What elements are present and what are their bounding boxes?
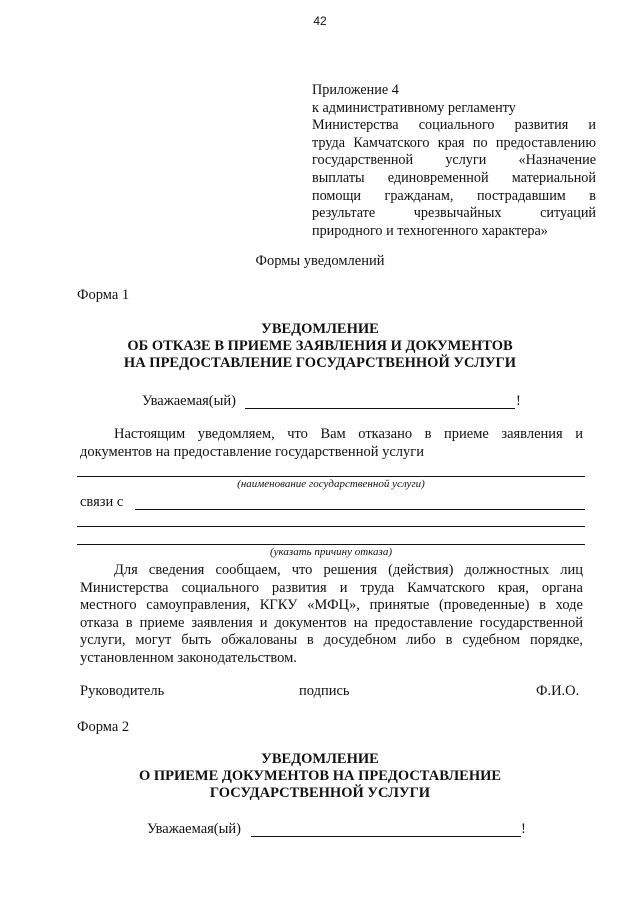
appendix-line: выплаты единовременной материальной <box>312 169 596 186</box>
appendix-line: помощи гражданам, пострадавшим в <box>312 187 596 204</box>
appendix-line: результате чрезвычайных ситуаций <box>312 205 596 222</box>
signature-name: Ф.И.О. <box>536 683 580 699</box>
appendix-line: государственной услуги «Назначение <box>312 152 596 169</box>
form1-greeting-end: ! <box>516 393 521 409</box>
section-title: Формы уведомлений <box>255 253 385 269</box>
form1-title-line: ОБ ОТКАЗЕ В ПРИЕМЕ ЗАЯВЛЕНИЯ И ДОКУМЕНТОВ <box>127 338 513 354</box>
form1-greeting: Уважаемая(ый) <box>142 393 236 409</box>
form2-title-line: УВЕДОМЛЕНИЕ <box>261 751 379 767</box>
page-number: 42 <box>313 14 327 28</box>
form1-intro <box>80 426 583 461</box>
signature-head: Руководитель <box>80 683 165 699</box>
service-name-line <box>77 462 585 477</box>
form2-title <box>0 751 640 802</box>
form1-info-line: отказа в приеме заявления и документов на предоставление государственной <box>80 614 583 631</box>
reason-line-1 <box>135 495 585 510</box>
form1-title-line: НА ПРЕДОСТАВЛЕНИЕ ГОСУДАРСТВЕННОЙ УСЛУГИ <box>123 355 517 371</box>
form1-intro-line: документов на предоставление государственной услуги <box>80 443 424 460</box>
form1-info-line: установленном законодательством. <box>80 649 297 666</box>
appendix-line: Приложение 4 <box>312 82 399 98</box>
form1-title-line: УВЕДОМЛЕНИЕ <box>261 321 379 337</box>
form1-info-line: Для сведения сообщаем, что решения (действия) должностных лиц <box>114 562 583 578</box>
appendix-line: к административному регламенту <box>312 99 516 116</box>
form1-intro-line: Настоящим уведомляем, что Вам отказано в приеме заявления и <box>114 426 583 442</box>
form1-info-line: услуги, могут быть обжалованы в досудебном либо в судебном порядке, <box>80 632 583 648</box>
form1-info <box>80 562 583 667</box>
form1-label: Форма 1 <box>77 287 130 303</box>
appendix-line: труда Камчатского края по предоставлению <box>312 134 596 151</box>
form2-title-line: О ПРИЕМЕ ДОКУМЕНТОВ НА ПРЕДОСТАВЛЕНИЕ <box>138 768 502 784</box>
form1-info-line: местного самоуправления, КГКУ «МФЦ», принятые (проведенные) в ходе <box>80 597 583 613</box>
form1-recipient-line <box>245 393 515 409</box>
reason-line-3 <box>77 530 585 545</box>
appendix-note <box>312 82 596 240</box>
signature-sign: подпись <box>299 683 350 699</box>
form2-greeting-end: ! <box>521 821 526 837</box>
form2-label: Форма 2 <box>77 719 130 735</box>
service-name-hint: (наименование государственной услуги) <box>237 478 425 490</box>
appendix-line: природного и техногенного характера» <box>312 222 548 239</box>
form1-info-line: Министерства социального развития и труда Камчатского края, органа <box>80 579 583 596</box>
form2-recipient-line <box>251 821 521 837</box>
appendix-line: Министерства социального развития и <box>312 117 596 134</box>
form2-title-line: ГОСУДАРСТВЕННОЙ УСЛУГИ <box>209 785 431 801</box>
reason-line-2 <box>77 512 585 527</box>
form1-title <box>0 321 640 372</box>
reason-hint: (указать причину отказа) <box>269 546 392 558</box>
form2-greeting: Уважаемая(ый) <box>147 821 241 837</box>
reason-prefix: связи с <box>80 494 124 510</box>
